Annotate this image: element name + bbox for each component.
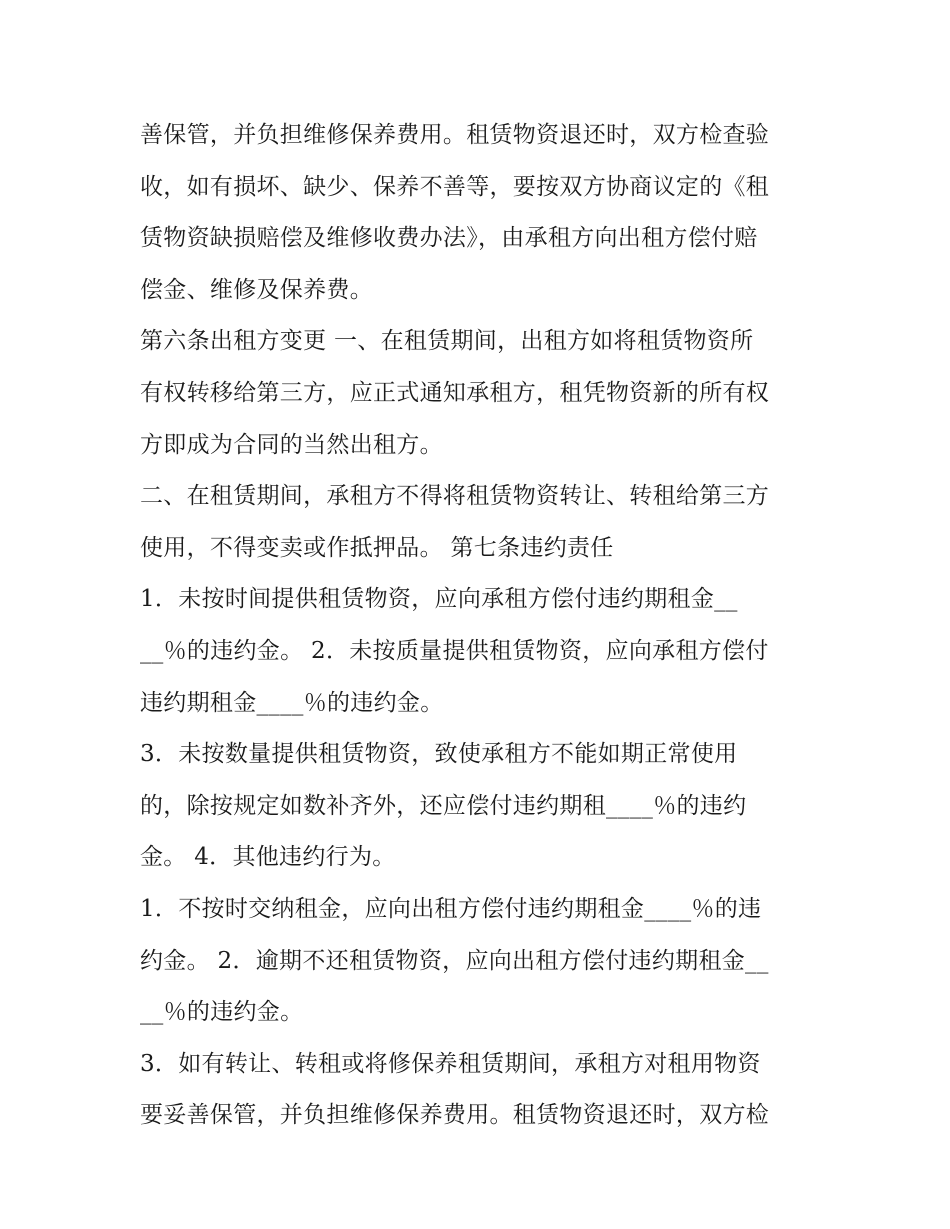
text-line: 金。 4．其他违约行为。: [140, 844, 396, 871]
text-line: 方即成为合同的当然出租方。: [140, 431, 443, 458]
text-line: 1．不按时交纳租金，应向出租方偿付违约期租金____％的违: [140, 895, 762, 922]
text-line: 要妥善保管，并负担维修保养费用。租赁物资退还时，双方检: [140, 1102, 770, 1129]
text-line: 的，除按规定如数补齐外，还应偿付违约期租____％的违约: [140, 792, 747, 819]
text-line: 约金。 2．逾期不还租赁物资，应向出租方偿付违约期租金__: [140, 947, 769, 974]
text-line: 3．如有转让、转租或将修保养租赁期间，承租方对租用物资: [140, 1050, 761, 1077]
text-line: 使用，不得变卖或作抵押品。 第七条违约责任: [140, 534, 614, 561]
text-line: 赁物资缺损赔偿及维修收费办法》，由承租方向出租方偿付赔: [140, 225, 758, 252]
text-line: 有权转移给第三方，应正式通知承租方，租凭物资新的所有权: [140, 379, 770, 406]
text-line: 违约期租金____％的违约金。: [140, 689, 444, 716]
text-line: __％的违约金。 2．未按质量提供租赁物资，应向承租方偿付: [140, 637, 769, 664]
text-line: 收，如有损坏、缺少、保养不善等，要按双方协商议定的《租: [140, 173, 770, 200]
text-line: 第六条出租方变更 一、在租赁期间，出租方如将租赁物资所: [140, 328, 754, 355]
text-line: 二、在租赁期间，承租方不得将租赁物资转让、转租给第三方: [140, 483, 770, 510]
text-line: 偿金、维修及保养费。: [140, 276, 373, 303]
text-line: 善保管，并负担维修保养费用。租赁物资退还时，双方检查验: [140, 122, 770, 148]
text-line: 1．未按时间提供租赁物资，应向承租方偿付违约期租金__: [140, 586, 738, 613]
text-line: 3．未按数量提供租赁物资，致使承租方不能如期正常使用: [140, 741, 738, 768]
text-line: __％的违约金。: [140, 999, 304, 1026]
document-body: [140, 110, 830, 1142]
